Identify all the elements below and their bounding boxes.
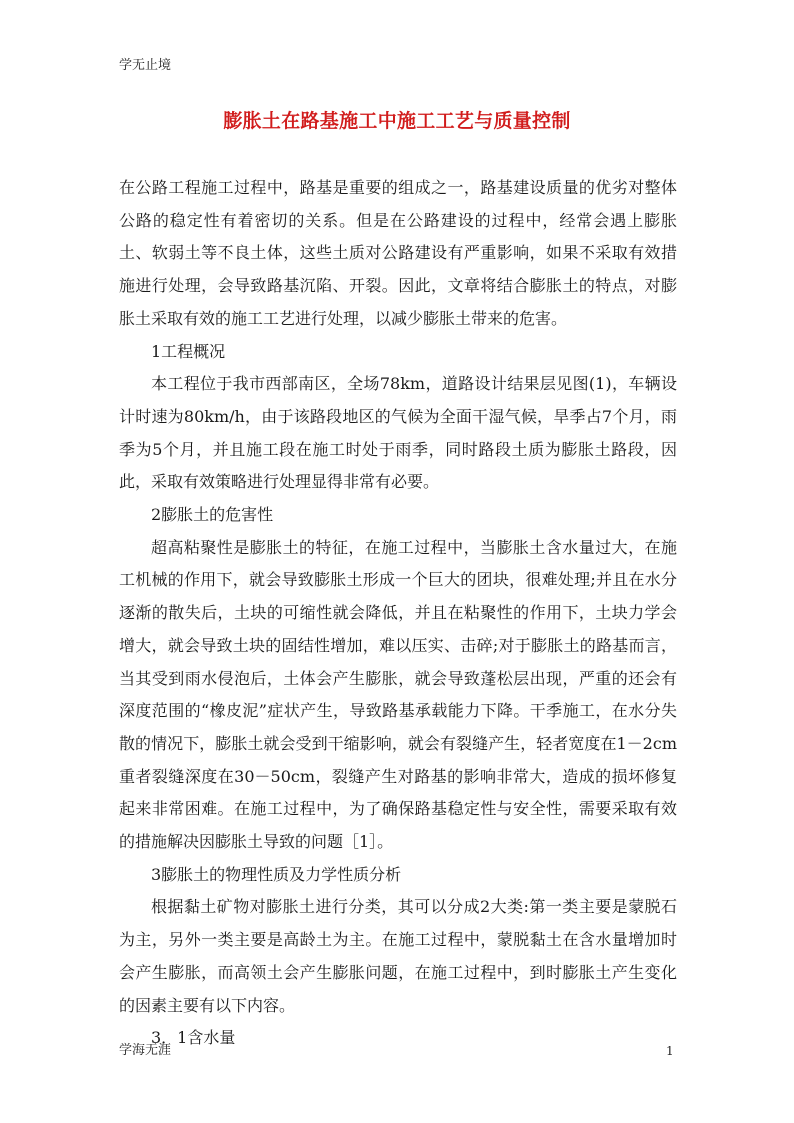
section-heading-3: 3膨胀土的物理性质及力学性质分析 [151, 864, 402, 884]
paragraph-properties: 根据黏土矿物对膨胀土进行分类，其可以分成2大类:第一类主要是蒙脱石为主，另外一类主要是高龄土为主。在施工过程中，蒙脱黏土在含水量增加时会产生膨胀，而高领土会产生膨胀问题，在施工过程中，到时膨胀土产生变化的因素主要有以下内容。 [119, 897, 677, 1015]
paragraph-hazards: 超高粘聚性是膨胀土的特征，在施工过程中，当膨胀土含水量过大，在施工机械的作用下，就会导致膨胀土形成一个巨大的团块，很难处理;并且在水分逐渐的散失后，土块的可缩性就会降低，并且在粘聚性的作用下，土块力学会增大，就会导致土块的固结性增加，难以压实、击碎;对于膨胀土的路基而言，当其受到雨水侵泡后，土体会产生膨胀，就会导致蓬松层出现，严重的还会有深度范围的“橡皮泥”症状产生，导致路基承载能力下降。干季施工，在水分失散的情况下，膨胀土就会受到干缩影响，就会有裂缝产生，轻者宽度在1－2cm重者裂缝深度在30－50cm，裂缝产生对路基的影响非常大，造成的损坏修复起来非常困难。在施工过程中，为了确保路基稳定性与安全性，需要采取有效的措施解决因膨胀土导致的问题［1］。 [119, 537, 677, 852]
page-number: 1 [666, 1044, 674, 1058]
document-title: 膨胀土在路基施工中施工工艺与质量控制 [223, 110, 571, 132]
section-heading-2: 2膨胀土的危害性 [151, 505, 274, 525]
paragraph-overview: 本工程位于我市西部南区，全场78km，道路设计结果层见图(1)，车辆设计时速为80km/h，由于该路段地区的气候为全面干湿气候，旱季占7个月，雨季为5个月，并且施工段在施工时处于雨季，同时路段土质为膨胀土路段，因此，采取有效策略进行处理显得非常有必要。 [119, 374, 677, 492]
footer-text: 学海无涯 [119, 1043, 172, 1058]
header-text: 学无止境 [119, 58, 172, 73]
document-body [119, 172, 677, 1055]
subsection-heading-3-1: 3．1含水量 [151, 1028, 236, 1048]
section-heading-1: 1工程概况 [151, 341, 226, 361]
paragraph-intro: 在公路工程施工过程中，路基是重要的组成之一，路基建设质量的优劣对整体公路的稳定性有着密切的关系。但是在公路建设的过程中，经常会遇上膨胀土、软弱土等不良土体，这些土质对公路建设有严重影响，如果不采取有效措施进行处理，会导致路基沉陷、开裂。因此，文章将结合膨胀土的特点，对膨胀土采取有效的施工工艺进行处理，以减少膨胀土带来的危害。 [119, 178, 677, 328]
